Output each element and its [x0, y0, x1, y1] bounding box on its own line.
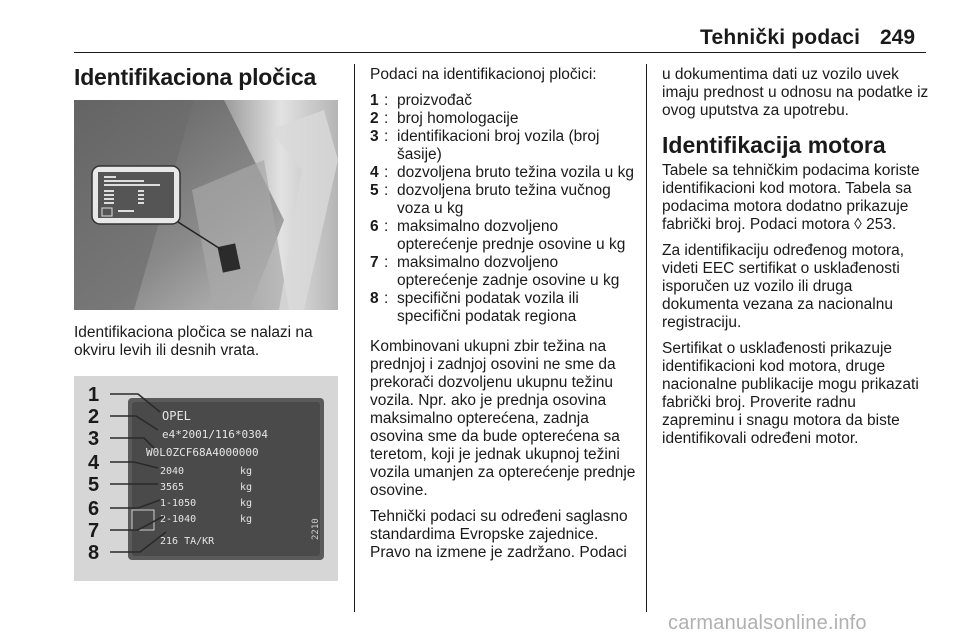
- list-item: 5 : dozvoljena bruto težina vučnog voza u kg: [370, 182, 638, 218]
- svg-text:2-1040: 2-1040: [160, 514, 197, 525]
- plate-brand: OPEL: [162, 409, 191, 423]
- plate-unit-2: kg: [240, 482, 253, 493]
- engine-id-paragraph-2: Za identifikaciju određenog motora, videti EEC sertifikat o usklađenosti isporučen uz vozilo ili druga dokumenta vezana za nacionalnu registraciju.: [662, 242, 905, 331]
- list-item: 3 : identifikacioni broj vozila (broj šasije): [370, 128, 638, 164]
- svg-text:2210: 2210: [311, 518, 321, 540]
- list-item: 6 : maksimalno dozvoljeno opterećenje prednje osovine u kg: [370, 218, 638, 254]
- engine-id-column: [662, 66, 930, 456]
- list-item-number: 3: [370, 128, 379, 145]
- plate-callout-2: 2: [88, 406, 100, 428]
- header-rule: [74, 52, 926, 53]
- list-item-text: dozvoljena bruto težina vozila u kg: [397, 164, 634, 181]
- list-item-text: proizvođač: [397, 92, 472, 109]
- engine-id-heading: Identifikacija motora: [662, 132, 886, 158]
- column-divider-2: [646, 64, 647, 612]
- list-item-number: 2: [370, 110, 379, 127]
- list-item-number: 8: [370, 290, 379, 307]
- weight-paragraph: Kombinovani ukupni zbir težina na prednjoj i zadnjoj osovini ne sme da prekorači dozvoljenu ukupnu težinu vozila. Npr. ako je prednja osovina maksimalno opterećena, zadnja osovina sme da bude opterećena sa teretom, koji je jednak ukupnoj težini vozila umanjen za opterećenje prednje osovine.: [370, 338, 636, 499]
- list-item-text: maksimalno dozvoljeno opterećenje zadnje osovine u kg: [397, 254, 620, 289]
- svg-text:3565: 3565: [160, 482, 185, 493]
- page-number: 249: [880, 26, 916, 49]
- id-plate-detail-photo: [74, 376, 338, 581]
- plate-unit-4: kg: [240, 514, 253, 525]
- list-item-number: 1: [370, 92, 379, 109]
- list-item-text: identifikacioni broj vozila (broj šasije): [397, 128, 600, 163]
- plate-callout-4: 4: [88, 452, 100, 474]
- svg-text:e4*2001/116*0304: e4*2001/116*0304: [162, 428, 268, 441]
- column-divider-1: [354, 64, 355, 612]
- list-item-text: broj homologacije: [397, 110, 519, 127]
- standards-paragraph: Tehnički podaci su određeni saglasno standardima Evropske zajednice. Pravo na izmene je zadržano. Podaci: [370, 508, 628, 561]
- plate-callout-1: 1: [88, 384, 100, 406]
- list-item: 8 : specifični podatak vozila ili specifični podatak regiona: [370, 290, 638, 326]
- plate-callout-3: 3: [88, 428, 100, 450]
- plate-callout-8: 8: [88, 542, 100, 564]
- svg-text:1-1050: 1-1050: [160, 498, 197, 509]
- plate-data-intro: Podaci na identifikacionoj pločici:: [370, 66, 597, 83]
- plate-callout-6: 6: [88, 498, 100, 520]
- plate-data-column: [370, 66, 638, 570]
- engine-id-paragraph-3: Sertifikat o usklađenosti prikazuje identifikacioni kod motora, druge nacionalne publikacije mogu prikazati fabrički broj. Proverite radnu zapreminu i snagu motora da biste identifikovali određeni motor.: [662, 340, 919, 447]
- list-item: 1 : proizvođač: [370, 92, 638, 110]
- plate-unit-3: kg: [240, 498, 253, 509]
- list-item-text: dozvoljena bruto težina vučnog voza u kg: [397, 182, 611, 217]
- list-item-number: 6: [370, 218, 379, 235]
- header-title: Tehnički podaci: [700, 26, 861, 49]
- svg-text:216 TA/KR: 216 TA/KR: [160, 536, 215, 547]
- engine-id-paragraph-1: Tabele sa tehničkim podacima koriste identifikacioni kod motora. Tabela sa podacima motora dodatno prikazuje fabrički broj. Podaci motora ◊ 253.: [662, 162, 920, 233]
- plate-callout-7: 7: [88, 520, 100, 542]
- plate-unit-1: kg: [240, 466, 253, 477]
- list-item-number: 5: [370, 182, 379, 199]
- plate-data-list: [370, 92, 638, 326]
- section-title: Identifikaciona pločica: [74, 64, 317, 90]
- svg-text:W0L0ZCF68A4000000: W0L0ZCF68A4000000: [146, 446, 259, 459]
- svg-text:2040: 2040: [160, 466, 185, 477]
- plate-location-caption: Identifikaciona pločica se nalazi na okviru levih ili desnih vrata.: [74, 324, 313, 359]
- watermark: carmanualsonline.info: [668, 612, 867, 634]
- continued-paragraph: u dokumentima dati uz vozilo uvek imaju prednost u odnosu na podatke iz ovog uputstva za upotrebu.: [662, 66, 929, 119]
- list-item-number: 7: [370, 254, 379, 271]
- plate-callout-5: 5: [88, 474, 100, 496]
- list-item: 2 : broj homologacije: [370, 110, 638, 128]
- list-item-text: maksimalno dozvoljeno opterećenje prednje osovine u kg: [397, 218, 626, 253]
- list-item-number: 4: [370, 164, 379, 181]
- list-item: 4 : dozvoljena bruto težina vozila u kg: [370, 164, 638, 182]
- door-pillar-photo: [74, 100, 338, 310]
- list-item: 7 : maksimalno dozvoljeno opterećenje zadnje osovine u kg: [370, 254, 638, 290]
- list-item-text: specifični podatak vozila ili specifični podatak regiona: [397, 290, 579, 325]
